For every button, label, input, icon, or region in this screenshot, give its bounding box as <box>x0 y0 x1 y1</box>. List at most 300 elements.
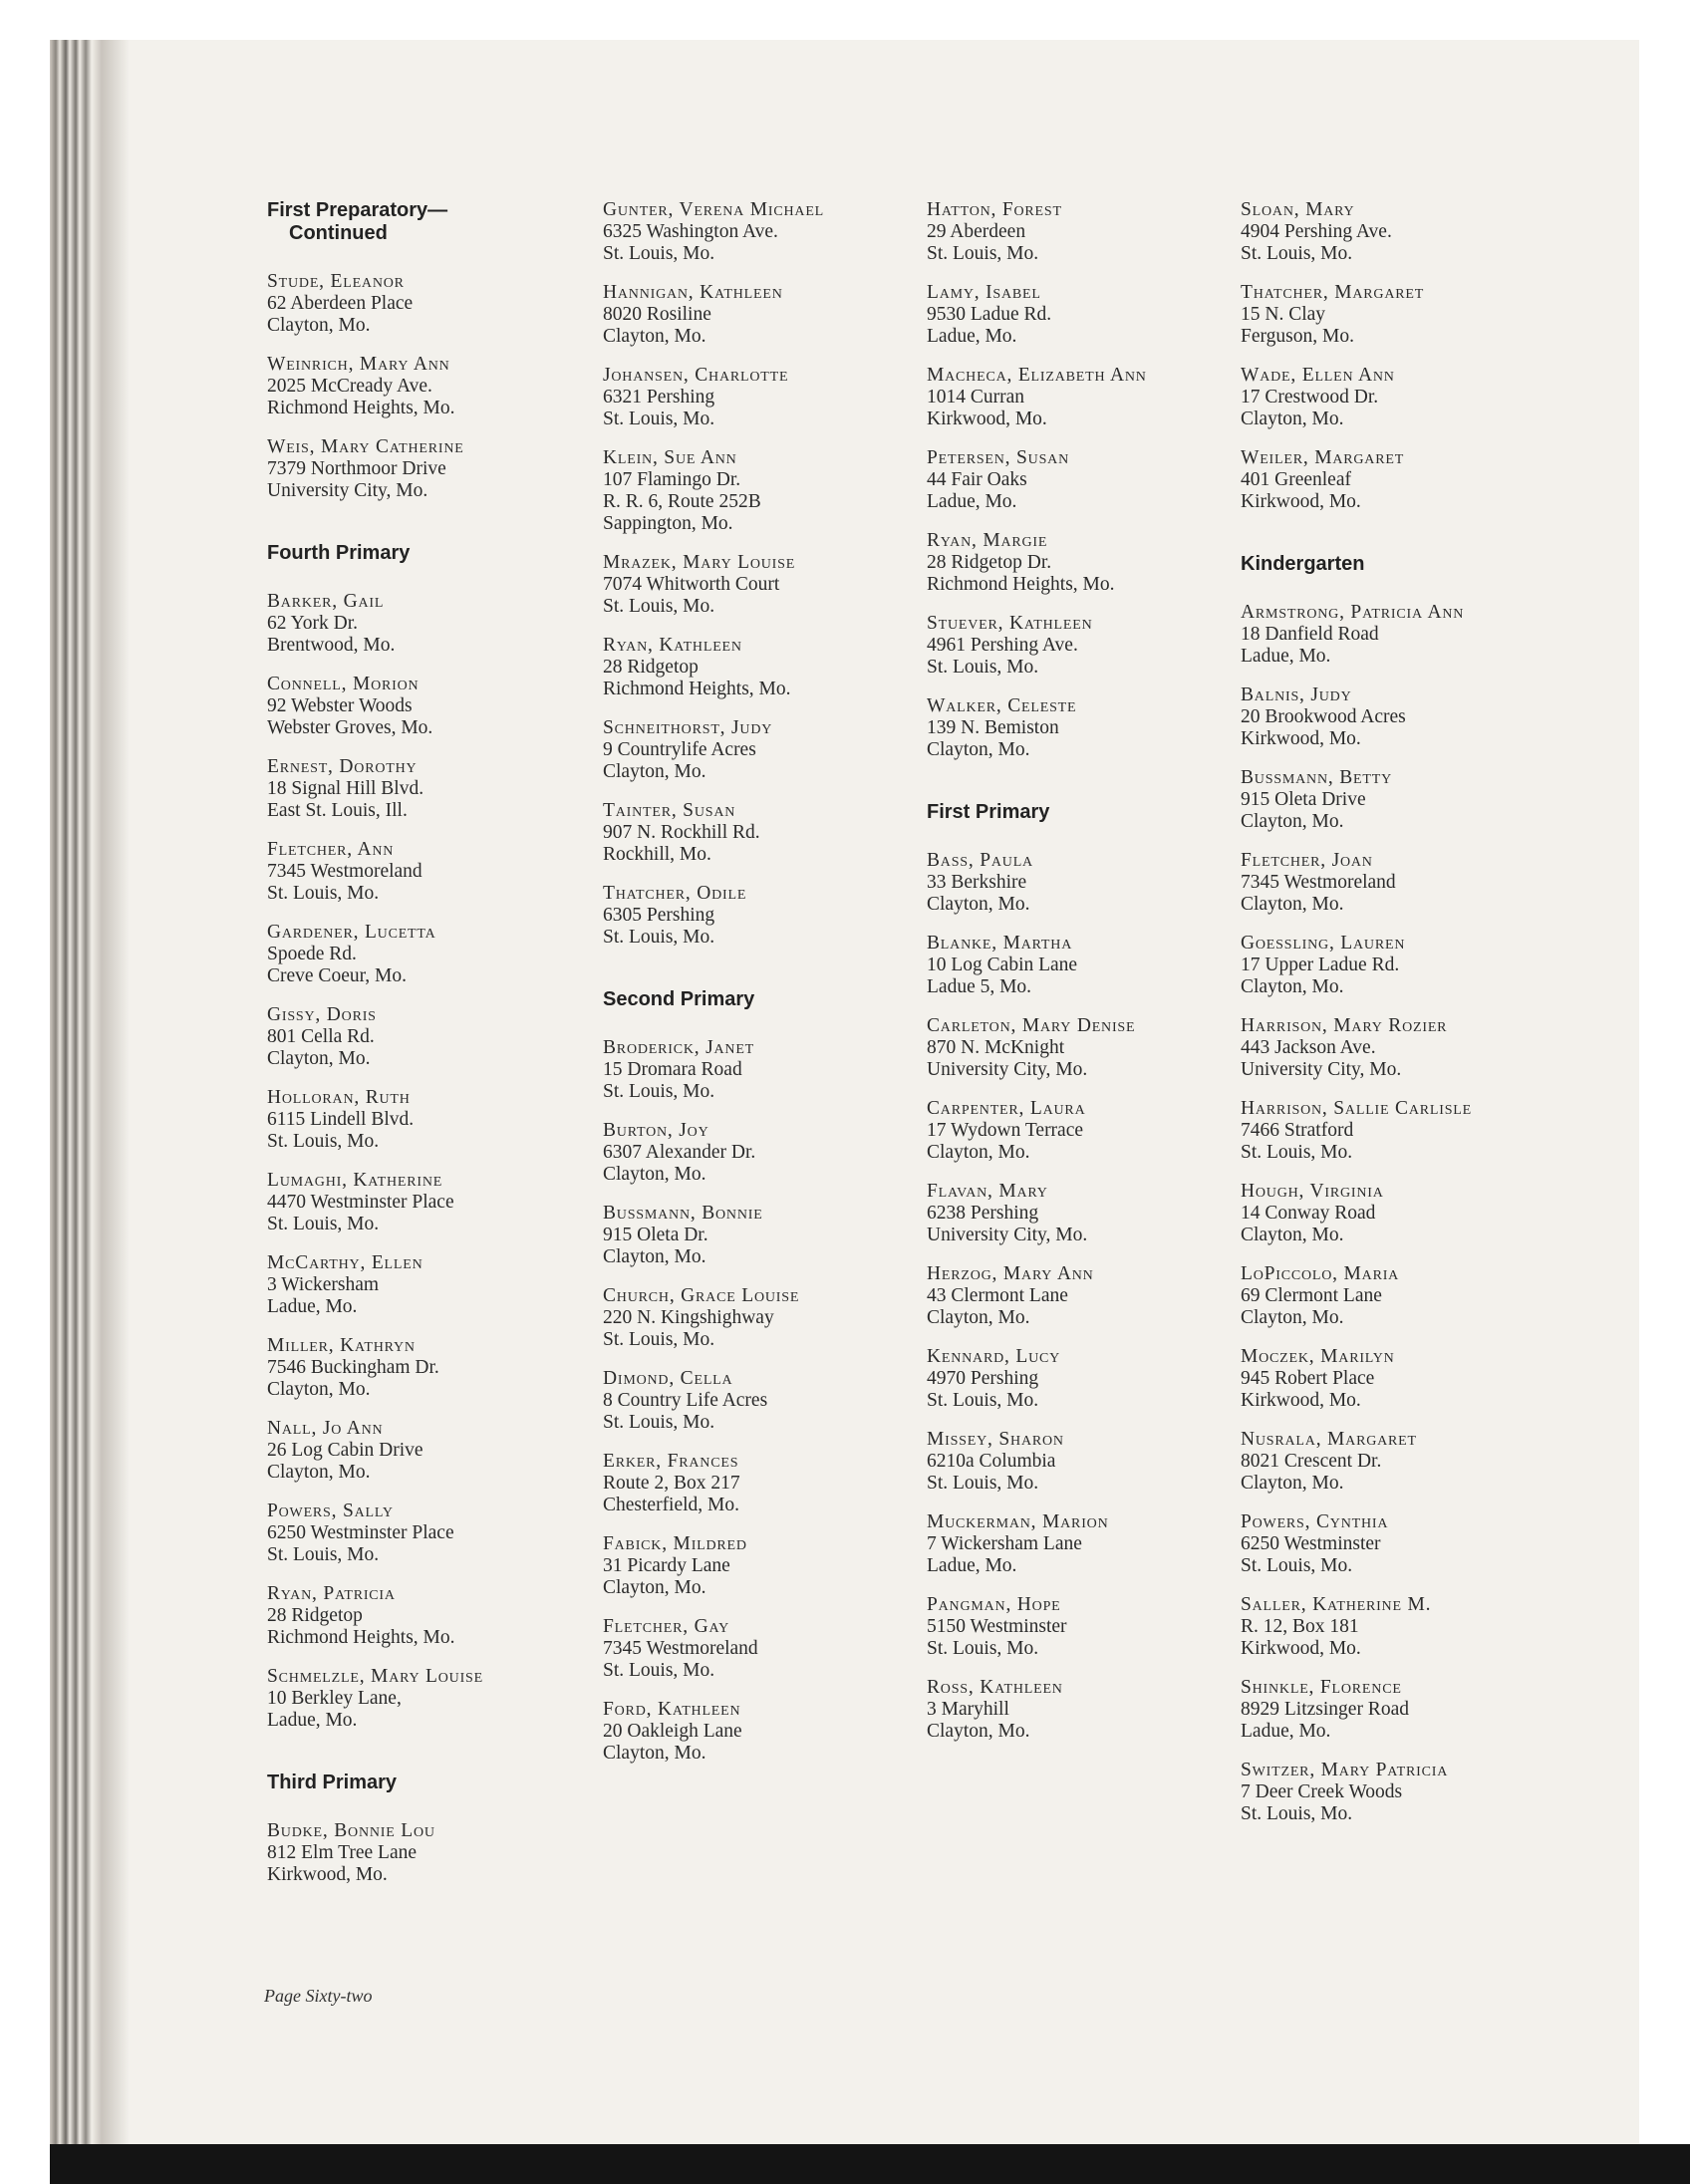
entry-name: Fletcher, Gay <box>603 1616 730 1637</box>
entry-address-line: Kirkwood, Mo. <box>267 1864 388 1885</box>
directory-entry <box>603 1451 932 1516</box>
entry-address-line: 43 Clermont Lane <box>927 1285 1068 1306</box>
directory-entry <box>927 447 1256 513</box>
directory-entry <box>1241 1594 1569 1660</box>
entry-address-line: Rockhill, Mo. <box>603 844 711 865</box>
entry-address-line: 17 Wydown Terrace <box>927 1120 1084 1141</box>
entry-name: Hannigan, Kathleen <box>603 282 783 303</box>
entry-address-line: St. Louis, Mo. <box>603 409 715 429</box>
entry-name: Gunter, Verena Michael <box>603 199 825 220</box>
entry-address-line: Webster Groves, Mo. <box>267 717 433 738</box>
entry-address-line: 92 Webster Woods <box>267 695 413 716</box>
scan-bottom-band <box>50 2144 1690 2184</box>
entry-address-line: Clayton, Mo. <box>927 1142 1030 1163</box>
entry-name: Gardener, Lucetta <box>267 922 436 943</box>
entry-address-line: 44 Fair Oaks <box>927 469 1027 490</box>
directory-column-3 <box>927 199 1256 1760</box>
directory-entry <box>1241 1429 1569 1495</box>
entry-address-line: 28 Ridgetop <box>267 1605 363 1626</box>
directory-entry <box>927 1677 1256 1743</box>
entry-address-line: Clayton, Mo. <box>927 1721 1030 1742</box>
entry-name: Switzer, Mary Patricia <box>1241 1760 1449 1780</box>
directory-entry <box>927 695 1256 761</box>
entry-name: Harrison, Sallie Carlisle <box>1241 1098 1472 1119</box>
entry-name: Church, Grace Louise <box>603 1285 800 1306</box>
entry-address-line: St. Louis, Mo. <box>603 1329 715 1350</box>
entry-address-line: Clayton, Mo. <box>603 326 706 347</box>
entry-address-line: Kirkwood, Mo. <box>1241 491 1361 512</box>
entry-address-line: 8929 Litzsinger Road <box>1241 1699 1409 1720</box>
directory-entry <box>603 1368 932 1434</box>
directory-entry <box>927 613 1256 679</box>
entry-name: Saller, Katherine M. <box>1241 1594 1432 1615</box>
entry-address-line: Clayton, Mo. <box>927 1307 1030 1328</box>
entry-name: Bass, Paula <box>927 850 1033 871</box>
entry-address-line: 18 Danfield Road <box>1241 624 1379 645</box>
entry-address-line: 28 Ridgetop Dr. <box>927 552 1052 573</box>
directory-entry <box>927 1098 1256 1164</box>
entry-address-line: R. 12, Box 181 <box>1241 1616 1359 1637</box>
directory-entry <box>603 447 932 535</box>
entry-address-line: Clayton, Mo. <box>1241 409 1344 429</box>
directory-entry <box>1241 933 1569 998</box>
entry-name: Wade, Ellen Ann <box>1241 365 1395 386</box>
entry-name: Stuever, Kathleen <box>927 613 1093 634</box>
directory-entry <box>603 1037 932 1103</box>
entry-address-line: Clayton, Mo. <box>1241 976 1344 997</box>
entry-name: Ford, Kathleen <box>603 1699 741 1720</box>
entry-address-line: East St. Louis, Ill. <box>267 800 408 821</box>
entry-address-line: 1014 Curran <box>927 387 1025 408</box>
entry-name: Fletcher, Joan <box>1241 850 1373 871</box>
entry-address-line: 139 N. Bemiston <box>927 717 1059 738</box>
entry-address-line: 10 Berkley Lane, <box>267 1688 402 1709</box>
entry-name: Fabick, Mildred <box>603 1533 747 1554</box>
section-heading <box>267 542 596 565</box>
directory-entry <box>1241 1511 1569 1577</box>
entry-name: Weis, Mary Catherine <box>267 436 464 457</box>
entry-address-line: St. Louis, Mo. <box>603 596 715 617</box>
directory-entry <box>1241 767 1569 833</box>
directory-entry <box>603 883 932 949</box>
entry-address-line: 7 Deer Creek Woods <box>1241 1781 1403 1802</box>
entry-name: Burton, Joy <box>603 1120 709 1141</box>
entry-address-line: St. Louis, Mo. <box>1241 1555 1353 1576</box>
entry-name: Connell, Morion <box>267 674 420 694</box>
entry-address-line: Kirkwood, Mo. <box>1241 1390 1361 1411</box>
entry-address-line: Richmond Heights, Mo. <box>267 1627 455 1648</box>
entry-address-line: 7 Wickersham Lane <box>927 1533 1082 1554</box>
entry-address-line: Spoede Rd. <box>267 944 357 964</box>
entry-name: Stude, Eleanor <box>267 271 405 292</box>
directory-entry <box>267 922 596 987</box>
entry-address-line: 6307 Alexander Dr. <box>603 1142 756 1163</box>
entry-address-line: St. Louis, Mo. <box>267 1214 380 1234</box>
entry-address-line: 6238 Pershing <box>927 1203 1039 1224</box>
entry-address-line: St. Louis, Mo. <box>603 927 715 948</box>
entry-address-line: 443 Jackson Ave. <box>1241 1037 1376 1058</box>
entry-address-line: St. Louis, Mo. <box>603 243 715 264</box>
entry-address-line: Ladue, Mo. <box>927 1555 1017 1576</box>
section-heading <box>267 1772 596 1794</box>
entry-name: Shinkle, Florence <box>1241 1677 1402 1698</box>
entry-address-line: Chesterfield, Mo. <box>603 1495 740 1515</box>
directory-entry <box>1241 199 1569 265</box>
entry-address-line: 3 Maryhill <box>927 1699 1009 1720</box>
directory-entry <box>267 1583 596 1649</box>
directory-entry <box>267 436 596 502</box>
directory-entry <box>267 591 596 657</box>
entry-address-line: Brentwood, Mo. <box>267 635 396 656</box>
directory-entry <box>927 850 1256 916</box>
entry-address-line: St. Louis, Mo. <box>927 1638 1039 1659</box>
entry-name: Petersen, Susan <box>927 447 1069 468</box>
directory-entry <box>1241 282 1569 348</box>
entry-address-line: St. Louis, Mo. <box>603 1412 715 1433</box>
directory-column-4 <box>1241 199 1569 1842</box>
section-heading-line: Kindergarten <box>1241 553 1365 575</box>
entry-name: Flavan, Mary <box>927 1181 1048 1202</box>
directory-entry <box>927 282 1256 348</box>
entry-name: Harrison, Mary Rozier <box>1241 1015 1448 1036</box>
entry-address-line: Ladue 5, Mo. <box>927 976 1032 997</box>
entry-address-line: 7345 Westmoreland <box>267 861 422 882</box>
entry-name: Pangman, Hope <box>927 1594 1061 1615</box>
entry-address-line: Clayton, Mo. <box>1241 1473 1344 1494</box>
entry-address-line: 29 Aberdeen <box>927 221 1026 242</box>
entry-address-line: St. Louis, Mo. <box>1241 243 1353 264</box>
directory-entry <box>1241 1098 1569 1164</box>
entry-address-line: 20 Oakleigh Lane <box>603 1721 742 1742</box>
entry-address-line: 7546 Buckingham Dr. <box>267 1357 439 1378</box>
entry-address-line: Sappington, Mo. <box>603 513 733 534</box>
entry-address-line: 107 Flamingo Dr. <box>603 469 741 490</box>
directory-entry <box>927 199 1256 265</box>
entry-name: Weinrich, Mary Ann <box>267 354 450 375</box>
entry-address-line: St. Louis, Mo. <box>1241 1142 1353 1163</box>
entry-address-line: 4970 Pershing <box>927 1368 1039 1389</box>
entry-name: Goessling, Lauren <box>1241 933 1406 954</box>
section-heading <box>603 988 932 1011</box>
section-heading <box>927 801 1256 824</box>
entry-address-line: 6321 Pershing <box>603 387 715 408</box>
entry-address-line: Ladue, Mo. <box>927 491 1017 512</box>
entry-address-line: 10 Log Cabin Lane <box>927 955 1078 975</box>
entry-address-line: 26 Log Cabin Drive <box>267 1440 423 1461</box>
entry-address-line: University City, Mo. <box>927 1225 1088 1245</box>
directory-entry <box>603 199 932 265</box>
entry-name: Dimond, Cella <box>603 1368 733 1389</box>
entry-name: Bussmann, Betty <box>1241 767 1392 788</box>
directory-entry <box>603 552 932 618</box>
entry-address-line: 28 Ridgetop <box>603 657 699 678</box>
entry-name: Walker, Celeste <box>927 695 1077 716</box>
directory-entry <box>927 1346 1256 1412</box>
directory-entry <box>267 756 596 822</box>
entry-address-line: 220 N. Kingshighway <box>603 1307 774 1328</box>
entry-address-line: Clayton, Mo. <box>603 761 706 782</box>
entry-address-line: Clayton, Mo. <box>1241 1225 1344 1245</box>
entry-address-line: 6250 Westminster <box>1241 1533 1381 1554</box>
entry-name: Powers, Cynthia <box>1241 1511 1389 1532</box>
section-heading <box>1241 553 1569 576</box>
directory-column-1 <box>267 199 596 1903</box>
entry-address-line: St. Louis, Mo. <box>267 1544 380 1565</box>
entry-address-line: Creve Coeur, Mo. <box>267 965 408 986</box>
entry-name: Macheca, Elizabeth Ann <box>927 365 1147 386</box>
entry-address-line: 9 Countrylife Acres <box>603 739 756 760</box>
section-heading-line: Second Primary <box>603 988 755 1010</box>
entry-address-line: 4470 Westminster Place <box>267 1192 454 1213</box>
entry-name: Tainter, Susan <box>603 800 736 821</box>
entry-address-line: 62 York Dr. <box>267 613 359 634</box>
entry-name: Bussmann, Bonnie <box>603 1203 763 1224</box>
entry-name: Schmelzle, Mary Louise <box>267 1666 483 1687</box>
entry-name: Fletcher, Ann <box>267 839 395 860</box>
entry-address-line: 17 Crestwood Dr. <box>1241 387 1379 408</box>
entry-address-line: 4904 Pershing Ave. <box>1241 221 1392 242</box>
directory-entry <box>267 1004 596 1070</box>
entry-name: Miller, Kathryn <box>267 1335 416 1356</box>
entry-address-line: 907 N. Rockhill Rd. <box>603 822 760 843</box>
entry-address-line: 945 Robert Place <box>1241 1368 1375 1389</box>
entry-address-line: 6115 Lindell Blvd. <box>267 1109 415 1130</box>
entry-address-line: 801 Cella Rd. <box>267 1026 375 1047</box>
directory-entry <box>1241 1760 1569 1825</box>
entry-address-line: Clayton, Mo. <box>1241 894 1344 915</box>
entry-name: Moczek, Marilyn <box>1241 1346 1395 1367</box>
entry-name: Nall, Jo Ann <box>267 1418 384 1439</box>
entry-name: Sloan, Mary <box>1241 199 1355 220</box>
entry-address-line: Clayton, Mo. <box>267 315 371 336</box>
entry-address-line: St. Louis, Mo. <box>603 1081 715 1102</box>
entry-address-line: Ladue, Mo. <box>1241 646 1331 667</box>
entry-address-line: St. Louis, Mo. <box>603 1660 715 1681</box>
directory-entry <box>603 365 932 430</box>
entry-name: Powers, Sally <box>267 1501 394 1521</box>
entry-address-line: University City, Mo. <box>927 1059 1088 1080</box>
entry-name: Mrazek, Mary Louise <box>603 552 796 573</box>
entry-name: LoPiccolo, Maria <box>1241 1263 1400 1284</box>
directory-entry <box>267 1170 596 1235</box>
entry-address-line: 7345 Westmoreland <box>1241 872 1396 893</box>
entry-address-line: 812 Elm Tree Lane <box>267 1842 418 1863</box>
directory-entry <box>927 1181 1256 1246</box>
directory-entry <box>267 1666 596 1732</box>
directory-entry <box>1241 1346 1569 1412</box>
directory-entry <box>267 1252 596 1318</box>
entry-address-line: St. Louis, Mo. <box>267 883 380 904</box>
entry-address-line: University City, Mo. <box>267 480 428 501</box>
directory-entry <box>1241 1263 1569 1329</box>
directory-entry <box>927 1511 1256 1577</box>
entry-name: Thatcher, Margaret <box>1241 282 1425 303</box>
entry-address-line: St. Louis, Mo. <box>927 1473 1039 1494</box>
directory-entry <box>603 717 932 783</box>
directory-entry <box>927 1015 1256 1081</box>
entry-name: Budke, Bonnie Lou <box>267 1820 435 1841</box>
directory-entry <box>927 1429 1256 1495</box>
entry-address-line: Kirkwood, Mo. <box>1241 1638 1361 1659</box>
entry-name: McCarthy, Ellen <box>267 1252 423 1273</box>
directory-entry <box>1241 365 1569 430</box>
entry-name: Kennard, Lucy <box>927 1346 1061 1367</box>
entry-name: Barker, Gail <box>267 591 385 612</box>
entry-address-line: Richmond Heights, Mo. <box>927 574 1115 595</box>
entry-address-line: Ladue, Mo. <box>267 1710 358 1731</box>
entry-address-line: Richmond Heights, Mo. <box>603 679 791 699</box>
entry-address-line: Route 2, Box 217 <box>603 1473 740 1494</box>
directory-entry <box>603 282 932 348</box>
section-heading <box>267 199 596 245</box>
directory-entry <box>1241 602 1569 668</box>
entry-address-line: Richmond Heights, Mo. <box>267 398 455 418</box>
entry-address-line: Clayton, Mo. <box>267 1048 371 1069</box>
entry-address-line: 18 Signal Hill Blvd. <box>267 778 424 799</box>
page-binding-edge <box>50 40 130 2144</box>
entry-address-line: Ladue, Mo. <box>267 1296 358 1317</box>
entry-name: Broderick, Janet <box>603 1037 755 1058</box>
directory-entry <box>927 1594 1256 1660</box>
directory-entry <box>267 1335 596 1401</box>
entry-name: Lamy, Isabel <box>927 282 1041 303</box>
directory-entry <box>267 839 596 905</box>
directory-entry <box>1241 1677 1569 1743</box>
entry-address-line: St. Louis, Mo. <box>927 657 1039 678</box>
entry-address-line: 8 Country Life Acres <box>603 1390 768 1411</box>
directory-entry <box>603 1533 932 1599</box>
entry-address-line: 15 N. Clay <box>1241 304 1326 325</box>
directory-entry <box>1241 684 1569 750</box>
entry-address-line: 14 Conway Road <box>1241 1203 1376 1224</box>
entry-name: Nusrala, Margaret <box>1241 1429 1417 1450</box>
entry-name: Missey, Sharon <box>927 1429 1064 1450</box>
entry-name: Schneithorst, Judy <box>603 717 773 738</box>
entry-name: Ryan, Patricia <box>267 1583 396 1604</box>
entry-name: Weiler, Margaret <box>1241 447 1405 468</box>
directory-entry <box>603 1285 932 1351</box>
entry-address-line: Clayton, Mo. <box>603 1577 706 1598</box>
entry-address-line: 15 Dromara Road <box>603 1059 742 1080</box>
directory-entry <box>1241 1015 1569 1081</box>
entry-name: Johansen, Charlotte <box>603 365 789 386</box>
directory-entry <box>267 271 596 337</box>
entry-address-line: 9530 Ladue Rd. <box>927 304 1052 325</box>
entry-address-line: Clayton, Mo. <box>603 1164 706 1185</box>
directory-entry <box>927 530 1256 596</box>
entry-name: Ernest, Dorothy <box>267 756 418 777</box>
directory-entry <box>927 1263 1256 1329</box>
entry-address-line: Clayton, Mo. <box>927 739 1030 760</box>
entry-address-line: Clayton, Mo. <box>603 1743 706 1764</box>
entry-name: Ryan, Kathleen <box>603 635 742 656</box>
entry-name: Muckerman, Marion <box>927 1511 1109 1532</box>
entry-name: Balnis, Judy <box>1241 684 1352 705</box>
entry-address-line: 915 Oleta Drive <box>1241 789 1366 810</box>
directory-entry <box>267 674 596 739</box>
directory-entry <box>603 1699 932 1765</box>
entry-address-line: 33 Berkshire <box>927 872 1027 893</box>
entry-address-line: 8020 Rosiline <box>603 304 711 325</box>
directory-entry <box>603 1120 932 1186</box>
entry-name: Herzog, Mary Ann <box>927 1263 1094 1284</box>
directory-entry <box>267 1820 596 1886</box>
entry-address-line: St. Louis, Mo. <box>1241 1803 1353 1824</box>
entry-address-line: 7074 Whitworth Court <box>603 574 780 595</box>
section-heading-line: Continued <box>289 222 388 244</box>
entry-address-line: 4961 Pershing Ave. <box>927 635 1078 656</box>
entry-address-line: 6325 Washington Ave. <box>603 221 778 242</box>
entry-name: Hatton, Forest <box>927 199 1062 220</box>
entry-address-line: 8021 Crescent Dr. <box>1241 1451 1382 1472</box>
entry-name: Gissy, Doris <box>267 1004 377 1025</box>
entry-address-line: 2025 McCready Ave. <box>267 376 432 397</box>
directory-entry <box>1241 1181 1569 1246</box>
entry-address-line: 6210a Columbia <box>927 1451 1056 1472</box>
directory-entry <box>603 1616 932 1682</box>
directory-entry <box>603 800 932 866</box>
directory-entry <box>267 354 596 419</box>
section-heading-line: Fourth Primary <box>267 542 411 564</box>
entry-address-line: Clayton, Mo. <box>267 1379 371 1400</box>
entry-address-line: University City, Mo. <box>1241 1059 1402 1080</box>
section-heading-line: First Primary <box>927 801 1050 823</box>
entry-name: Erker, Frances <box>603 1451 739 1472</box>
entry-address-line: 3 Wickersham <box>267 1274 380 1295</box>
entry-address-line: Clayton, Mo. <box>1241 1307 1344 1328</box>
entry-address-line: 870 N. McKnight <box>927 1037 1065 1058</box>
entry-address-line: Clayton, Mo. <box>603 1246 706 1267</box>
entry-address-line: Kirkwood, Mo. <box>1241 728 1361 749</box>
directory-entry <box>1241 850 1569 916</box>
entry-name: Thatcher, Odile <box>603 883 747 904</box>
entry-address-line: St. Louis, Mo. <box>927 1390 1039 1411</box>
directory-entry <box>267 1418 596 1484</box>
entry-address-line: St. Louis, Mo. <box>267 1131 380 1152</box>
entry-address-line: 6250 Westminster Place <box>267 1522 454 1543</box>
entry-name: Klein, Sue Ann <box>603 447 737 468</box>
entry-address-line: 62 Aberdeen Place <box>267 293 414 314</box>
entry-name: Lumaghi, Katherine <box>267 1170 443 1191</box>
directory-entry <box>267 1501 596 1566</box>
entry-address-line: 915 Oleta Dr. <box>603 1225 708 1245</box>
directory-entry <box>267 1087 596 1153</box>
scan-right-margin <box>1639 40 1690 2144</box>
entry-name: Hough, Virginia <box>1241 1181 1384 1202</box>
entry-address-line: 7345 Westmoreland <box>603 1638 758 1659</box>
entry-name: Blanke, Martha <box>927 933 1073 954</box>
section-heading-line: First Preparatory— <box>267 199 448 221</box>
entry-name: Holloran, Ruth <box>267 1087 411 1108</box>
entry-address-line: Ladue, Mo. <box>1241 1721 1331 1742</box>
entry-name: Ross, Kathleen <box>927 1677 1063 1698</box>
entry-address-line: 20 Brookwood Acres <box>1241 706 1406 727</box>
directory-entry <box>927 365 1256 430</box>
entry-address-line: Clayton, Mo. <box>1241 811 1344 832</box>
entry-name: Carpenter, Laura <box>927 1098 1086 1119</box>
entry-address-line: 31 Picardy Lane <box>603 1555 730 1576</box>
entry-address-line: 7379 Northmoor Drive <box>267 458 446 479</box>
entry-address-line: R. R. 6, Route 252B <box>603 491 761 512</box>
entry-name: Armstrong, Patricia Ann <box>1241 602 1465 623</box>
entry-address-line: 5150 Westminster <box>927 1616 1067 1637</box>
entry-address-line: 6305 Pershing <box>603 905 715 926</box>
directory-entry <box>603 635 932 700</box>
directory-entry <box>927 933 1256 998</box>
entry-address-line: St. Louis, Mo. <box>927 243 1039 264</box>
scan-background <box>0 0 1690 40</box>
entry-address-line: Clayton, Mo. <box>267 1462 371 1483</box>
